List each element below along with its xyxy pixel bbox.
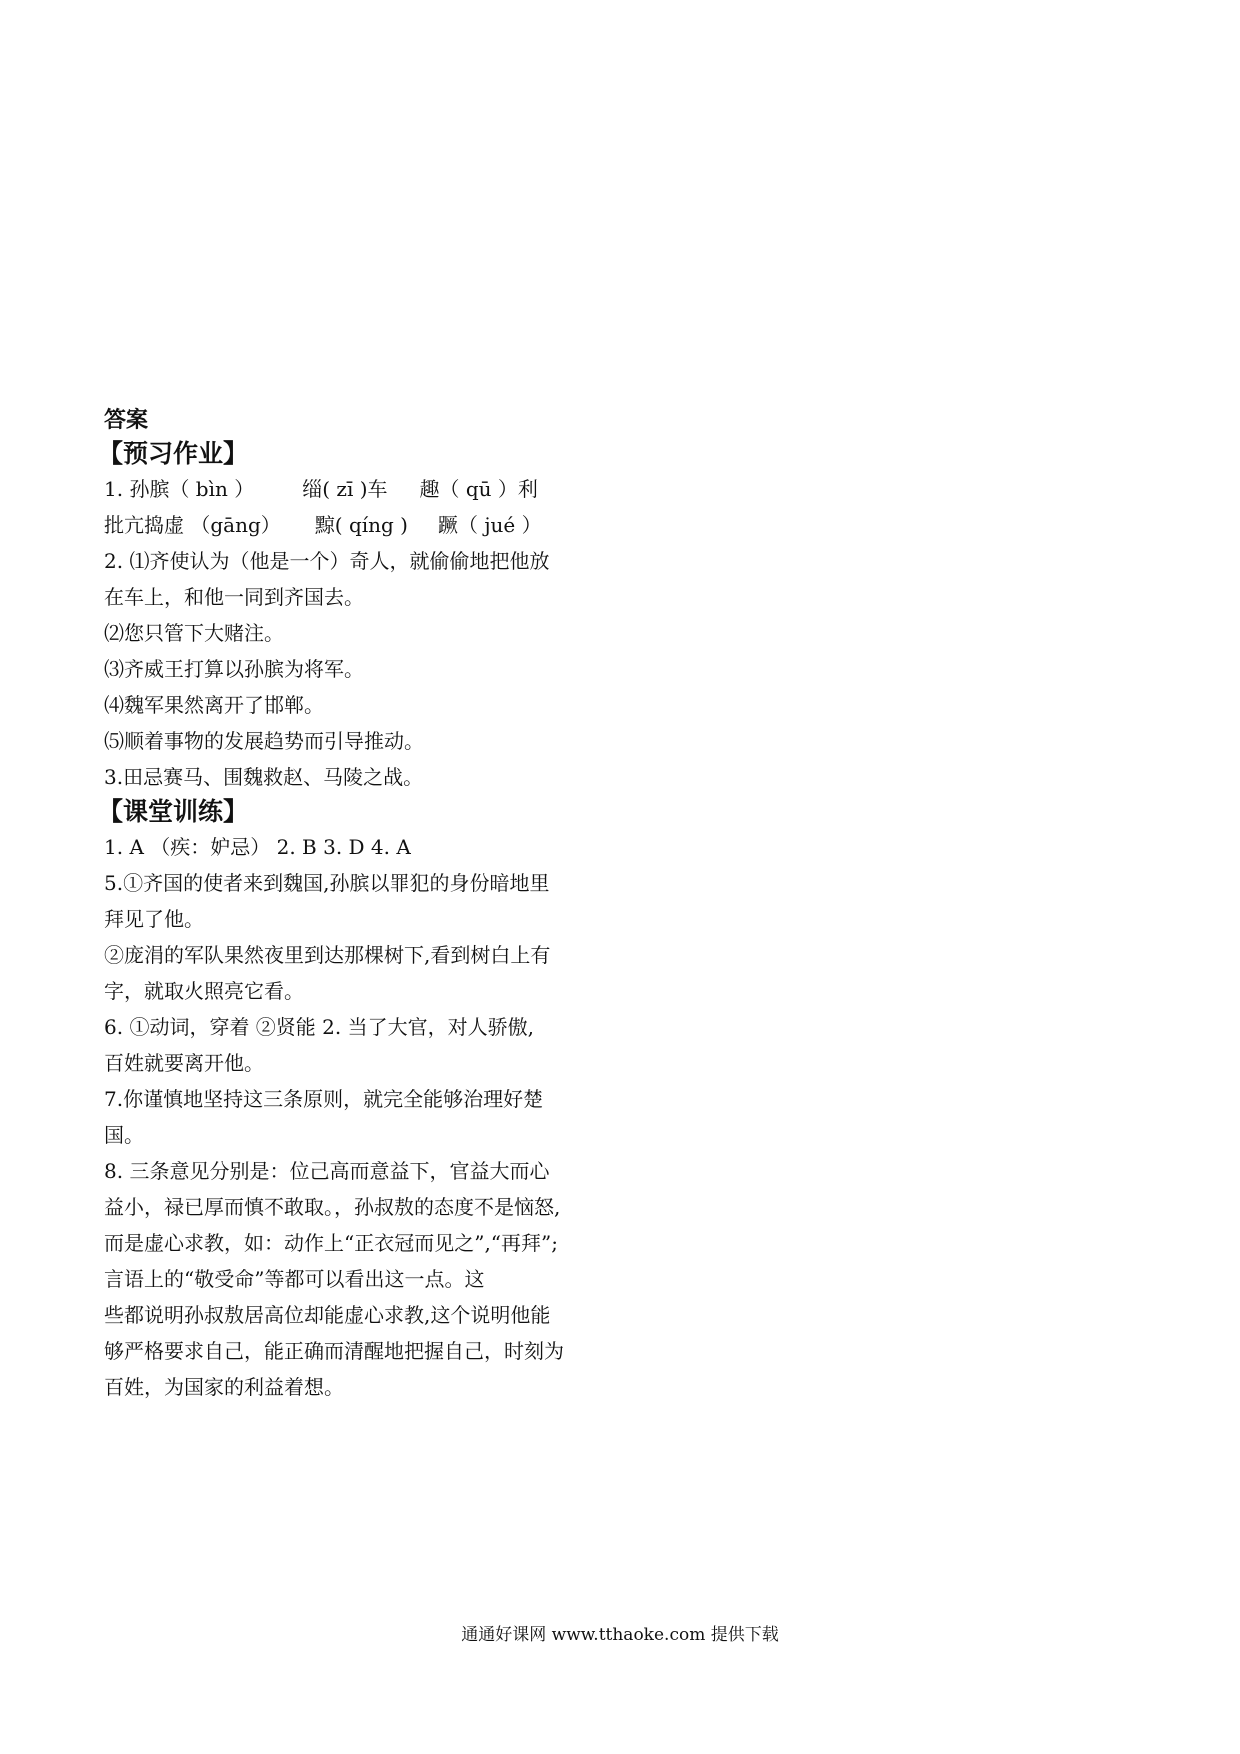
preview-line: ⑶齐威王打算以孙膑为将军。: [104, 657, 364, 681]
answer-content: [98, 405, 624, 1405]
classroom-line: 拜见了他。: [104, 907, 204, 931]
classroom-line: 国。: [104, 1123, 144, 1147]
q1-item: 蹶（ jué ）: [437, 513, 542, 537]
classroom-line: 些都说明孙叔敖居高位却能虚心求教,这个说明他能: [104, 1303, 551, 1327]
classroom-line: 5.①齐国的使者来到魏国,孙膑以罪犯的身份暗地里: [104, 871, 550, 895]
classroom-line: 6. ①动词，穿着 ②贤能 2. 当了大官，对人骄傲,: [104, 1015, 534, 1039]
answer-title: 答案: [104, 408, 149, 433]
classroom-line: 7.你谨慎地坚持这三条原则，就完全能够治理好楚: [104, 1087, 544, 1111]
q1-item: 批亢捣虚 （gāng）: [104, 513, 281, 537]
classroom-line: 百姓就要离开他。: [104, 1051, 264, 1075]
classroom-line: 益小，禄已厚而慎不敢取。，孙叔敖的态度不是恼怒,: [104, 1195, 561, 1219]
preview-q1-line-1: [104, 471, 624, 507]
classroom-line: ②庞涓的军队果然夜里到达那棵树下,看到树白上有: [104, 943, 551, 967]
classroom-line: 1. A （疾：妒忌） 2. B 3. D 4. A: [104, 835, 411, 859]
q1-label: 1.: [104, 477, 130, 501]
preview-line: ⑷魏军果然离开了邯郸。: [104, 693, 324, 717]
classroom-line: 8. 三条意见分别是：位己高而意益下，官益大而心: [104, 1159, 550, 1183]
classroom-line: 而是虚心求教，如：动作上“正衣冠而见之”,“再拜”;: [104, 1231, 558, 1255]
q1-item: 缁( zī )车: [302, 477, 388, 501]
preview-line: 在车上，和他一同到齐国去。: [104, 585, 364, 609]
preview-line: 3.田忌赛马、围魏救赵、马陵之战。: [104, 765, 424, 789]
q1-item: 黥( qíng ): [314, 513, 408, 537]
preview-q1-line-2: [104, 507, 624, 543]
q1-item: 孙膑（ bìn ）: [129, 477, 255, 501]
preview-heading: 【预习作业】: [98, 439, 249, 468]
preview-line: ⑸顺着事物的发展趋势而引导推动。: [104, 729, 424, 753]
q1-item: 趣（ qū ）利: [419, 477, 538, 501]
classroom-line: 百姓，为国家的利益着想。: [104, 1375, 344, 1399]
classroom-line: 字，就取火照亮它看。: [104, 979, 304, 1003]
classroom-line: 够严格要求自己，能正确而清醒地把握自己，时刻为: [104, 1339, 564, 1363]
preview-line: ⑵您只管下大赌注。: [104, 621, 284, 645]
page-footer: 通通好课网 www.tthaoke.com 提供下载: [461, 1625, 779, 1645]
preview-line: 2. ⑴齐使认为（他是一个）奇人，就偷偷地把他放: [104, 549, 550, 573]
classroom-heading: 【课堂训练】: [98, 797, 249, 826]
classroom-line: 言语上的“敬受命”等都可以看出这一点。这: [104, 1267, 485, 1291]
